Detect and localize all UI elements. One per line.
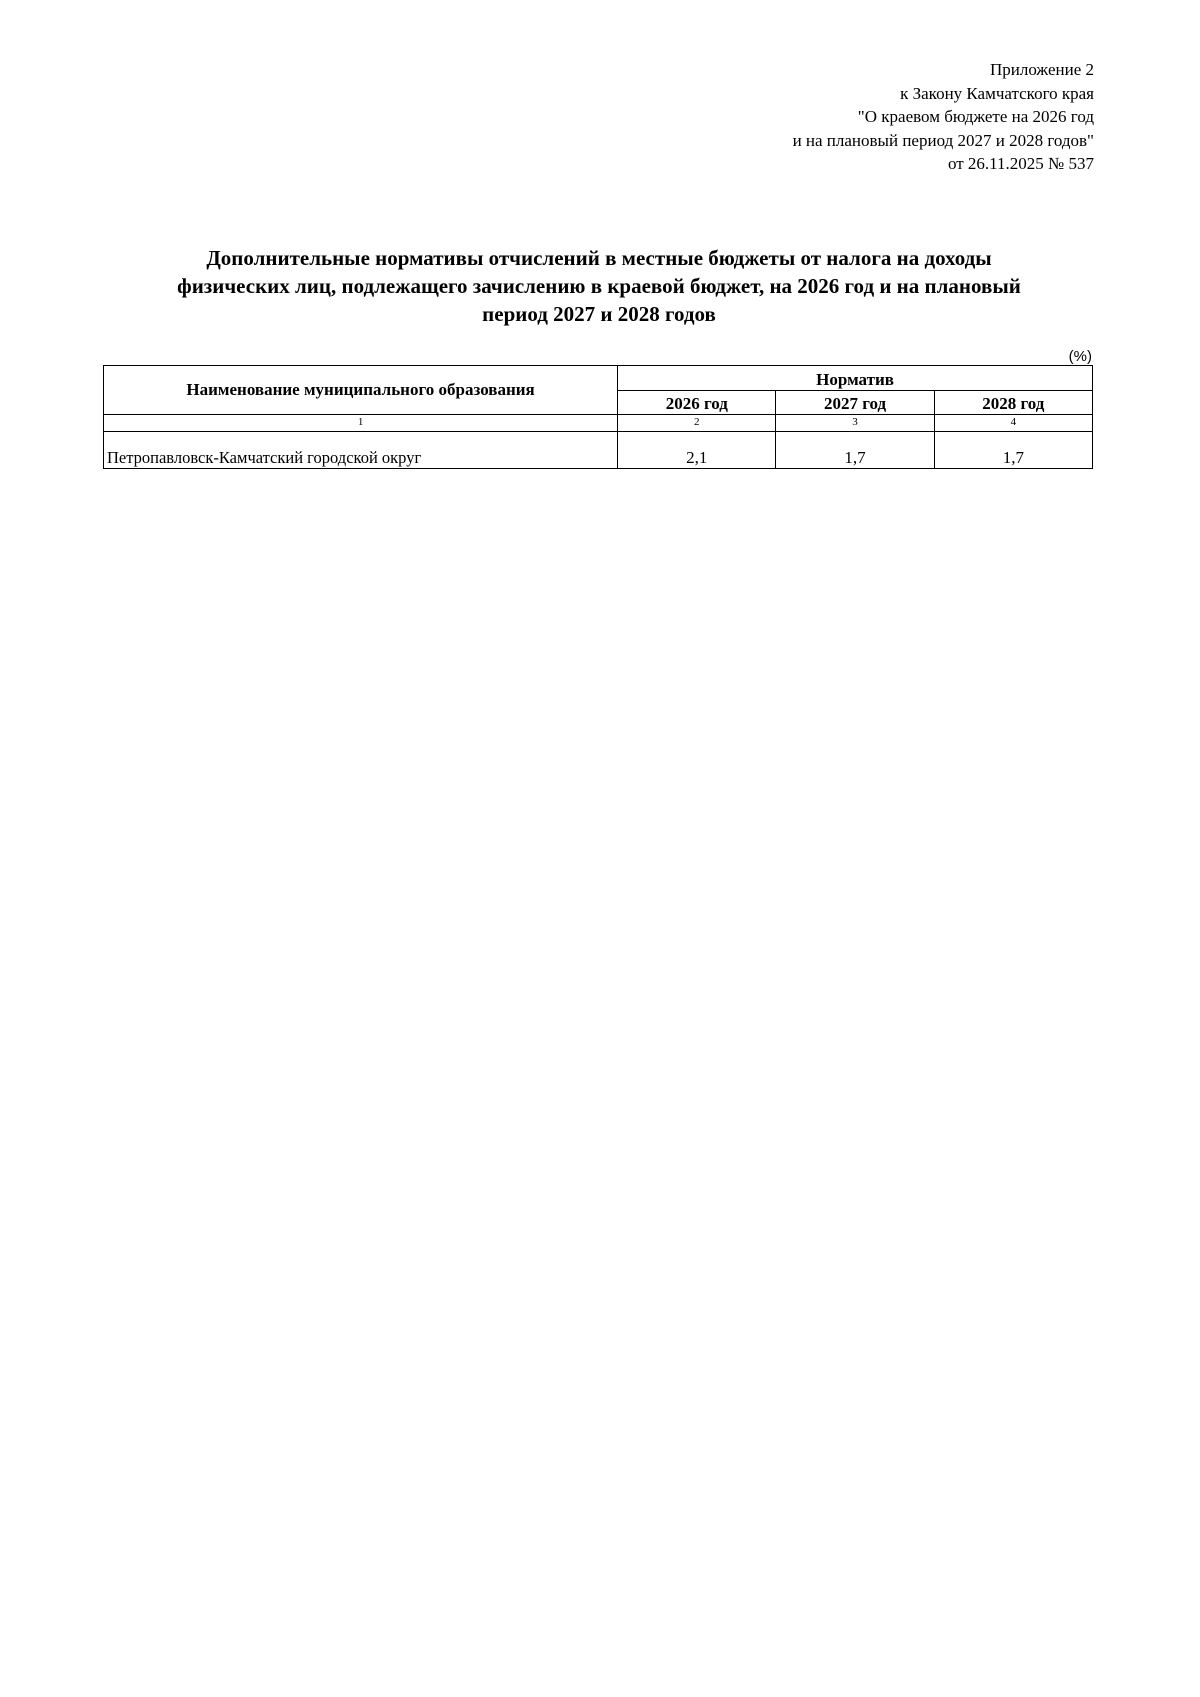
column-number: 2 xyxy=(618,415,776,432)
appendix-line: от 26.11.2025 № 537 xyxy=(947,154,1094,173)
appendix-line: к Закону Камчатского края xyxy=(900,83,1094,103)
column-number: 3 xyxy=(776,415,934,432)
appendix-header xyxy=(793,58,1094,176)
appendix-line: "О краевом бюджете на 2026 год xyxy=(857,107,1094,126)
norm-value-2027: 1,7 xyxy=(776,432,934,469)
title-line: период 2027 и 2028 годов xyxy=(482,302,716,326)
header-year-2028: 2028 год xyxy=(934,390,1092,415)
header-year-2027: 2027 год xyxy=(776,390,934,415)
header-norm: Норматив xyxy=(618,366,1093,391)
appendix-line: Приложение 2 xyxy=(990,60,1094,79)
column-number: 4 xyxy=(934,415,1092,432)
municipality-name: Петропавловск-Камчатский городской округ xyxy=(104,432,618,469)
column-numbers-row xyxy=(104,415,1093,432)
document-title xyxy=(104,244,1094,328)
norm-value-2028: 1,7 xyxy=(934,432,1092,469)
norms-table xyxy=(103,365,1093,469)
table-row xyxy=(104,432,1093,469)
title-line: физических лиц, подлежащего зачислению в краевой бюджет, на 2026 год и на плановый xyxy=(177,274,1021,298)
header-year-2026: 2026 год xyxy=(618,390,776,415)
norm-value-2026: 2,1 xyxy=(618,432,776,469)
title-line: Дополнительные нормативы отчислений в местные бюджеты от налога на доходы xyxy=(206,246,992,270)
unit-label: (%) xyxy=(1068,348,1092,365)
table-header-row xyxy=(104,366,1093,391)
column-number: 1 xyxy=(104,415,618,432)
header-municipality-name: Наименование муниципального образования xyxy=(104,366,618,415)
appendix-line: и на плановый период 2027 и 2028 годов" xyxy=(792,130,1094,150)
